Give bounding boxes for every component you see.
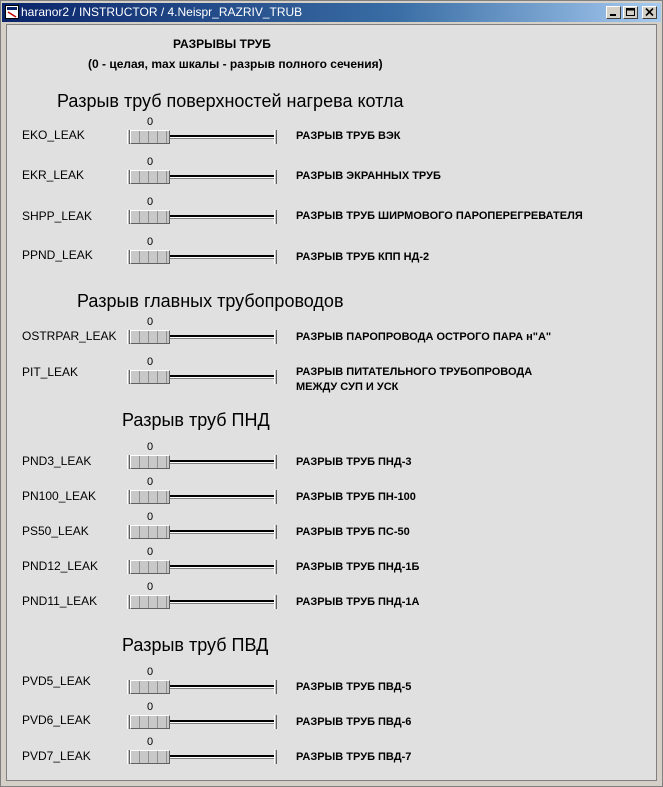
param-description-line: РАЗРЫВ ТРУБ ШИРМОВОГО ПАРОПЕРЕГРЕВАТЕЛЯ bbox=[296, 210, 583, 222]
slider-thumb[interactable] bbox=[130, 490, 170, 504]
param-description-line: РАЗРЫВ ПИТАТЕЛЬНОГО ТРУБОПРОВОДА bbox=[296, 366, 533, 378]
leak-slider[interactable] bbox=[127, 170, 277, 184]
param-value: 0 bbox=[147, 156, 154, 168]
param-name: PVD6_LEAK bbox=[22, 713, 91, 727]
param-description bbox=[296, 750, 411, 765]
param-value: 0 bbox=[147, 476, 154, 488]
slider-thumb[interactable] bbox=[130, 715, 170, 729]
close-button[interactable] bbox=[642, 6, 657, 19]
param-value: 0 bbox=[147, 196, 154, 208]
leak-slider[interactable] bbox=[127, 130, 277, 144]
maximize-icon bbox=[626, 8, 636, 17]
leak-slider[interactable] bbox=[127, 330, 277, 344]
section-title-boiler: Разрыв труб поверхностей нагрева котла bbox=[57, 91, 404, 111]
param-description bbox=[296, 715, 411, 730]
slider-thumb[interactable] bbox=[130, 455, 170, 469]
param-value: 0 bbox=[147, 666, 154, 678]
leak-slider[interactable] bbox=[127, 680, 277, 694]
param-name: PND12_LEAK bbox=[22, 559, 99, 573]
param-value: 0 bbox=[147, 356, 154, 368]
param-description bbox=[296, 250, 429, 265]
section-title-main-pipelines: Разрыв главных трубопроводов bbox=[77, 291, 344, 311]
param-description bbox=[296, 365, 532, 395]
slider-right-cap bbox=[274, 525, 277, 539]
slider-thumb[interactable] bbox=[130, 525, 170, 539]
slider-right-cap bbox=[274, 370, 277, 384]
section-title-pvd: Разрыв труб ПВД bbox=[122, 635, 269, 655]
slider-right-cap bbox=[274, 595, 277, 609]
param-description-line: РАЗРЫВ ПАРОПРОВОДА ОСТРОГО ПАРА н"А" bbox=[296, 331, 552, 343]
slider-thumb[interactable] bbox=[130, 370, 170, 384]
param-value: 0 bbox=[147, 116, 154, 128]
slider-right-cap bbox=[274, 680, 277, 694]
param-name: EKR_LEAK bbox=[22, 168, 85, 182]
slider-thumb[interactable] bbox=[130, 680, 170, 694]
app-window-icon[interactable] bbox=[5, 5, 19, 19]
param-description bbox=[296, 169, 441, 184]
param-description-line: РАЗРЫВ ТРУБ ПНД-3 bbox=[296, 456, 412, 468]
param-value: 0 bbox=[147, 546, 154, 558]
param-description bbox=[296, 129, 401, 144]
param-name: EKO_LEAK bbox=[22, 128, 85, 142]
slider-right-cap bbox=[274, 750, 277, 764]
minimize-icon bbox=[609, 8, 619, 17]
param-value: 0 bbox=[147, 511, 154, 523]
param-name: PN100_LEAK bbox=[22, 489, 97, 503]
param-description-line: РАЗРЫВ ТРУБ ПС-50 bbox=[296, 526, 410, 538]
leak-slider[interactable] bbox=[127, 490, 277, 504]
panel-title: РАЗРЫВЫ ТРУБ bbox=[173, 37, 271, 51]
slider-right-cap bbox=[274, 130, 277, 144]
leak-slider[interactable] bbox=[127, 715, 277, 729]
slider-thumb[interactable] bbox=[130, 595, 170, 609]
param-description-line: РАЗРЫВ ЭКРАННЫХ ТРУБ bbox=[296, 170, 441, 182]
section-title-pnd: Разрыв труб ПНД bbox=[122, 410, 270, 430]
leak-slider[interactable] bbox=[127, 250, 277, 264]
param-description-line2: МЕЖДУ СУП И УСК bbox=[296, 381, 399, 393]
param-name: PPND_LEAK bbox=[22, 248, 93, 262]
param-description bbox=[296, 209, 583, 224]
param-value: 0 bbox=[147, 701, 154, 713]
leak-slider[interactable] bbox=[127, 525, 277, 539]
slider-right-cap bbox=[274, 455, 277, 469]
slider-thumb[interactable] bbox=[130, 170, 170, 184]
leak-slider[interactable] bbox=[127, 750, 277, 764]
param-description bbox=[296, 455, 412, 470]
param-description-line: РАЗРЫВ ТРУБ КПП НД-2 bbox=[296, 251, 430, 263]
slider-thumb[interactable] bbox=[130, 750, 170, 764]
slider-right-cap bbox=[274, 170, 277, 184]
slider-thumb[interactable] bbox=[130, 560, 170, 574]
param-description bbox=[296, 525, 410, 540]
leak-slider[interactable] bbox=[127, 370, 277, 384]
param-value: 0 bbox=[147, 236, 154, 248]
param-name: OSTRPAR_LEAK bbox=[22, 329, 117, 343]
slider-right-cap bbox=[274, 330, 277, 344]
param-description-line: РАЗРЫВ ТРУБ ПН-100 bbox=[296, 491, 416, 503]
slider-thumb[interactable] bbox=[130, 130, 170, 144]
param-value: 0 bbox=[147, 441, 154, 453]
minimize-button[interactable] bbox=[606, 6, 621, 19]
slider-thumb[interactable] bbox=[130, 250, 170, 264]
param-name: PIT_LEAK bbox=[22, 365, 79, 379]
maximize-button[interactable] bbox=[623, 6, 638, 19]
param-description-line: РАЗРЫВ ТРУБ ПВД-6 bbox=[296, 716, 412, 728]
param-description-line: РАЗРЫВ ТРУБ ПВД-5 bbox=[296, 681, 412, 693]
param-description bbox=[296, 490, 416, 505]
leak-slider[interactable] bbox=[127, 595, 277, 609]
param-description-line: РАЗРЫВ ТРУБ ПНД-1Б bbox=[296, 561, 420, 573]
param-name: SHPP_LEAK bbox=[22, 209, 93, 223]
param-description-line: РАЗРЫВ ТРУБ ВЭК bbox=[296, 130, 401, 142]
param-description-line: РАЗРЫВ ТРУБ ПНД-1А bbox=[296, 596, 420, 608]
close-icon bbox=[645, 8, 655, 17]
leak-slider[interactable] bbox=[127, 560, 277, 574]
slider-right-cap bbox=[274, 210, 277, 224]
title-bar[interactable] bbox=[2, 3, 661, 22]
slider-right-cap bbox=[274, 250, 277, 264]
param-name: PVD7_LEAK bbox=[22, 749, 91, 763]
param-value: 0 bbox=[147, 736, 154, 748]
param-description bbox=[296, 330, 551, 345]
param-description bbox=[296, 595, 419, 610]
slider-right-cap bbox=[274, 560, 277, 574]
param-name: PS50_LEAK bbox=[22, 524, 89, 538]
param-description bbox=[296, 560, 419, 575]
param-name: PND11_LEAK bbox=[22, 594, 98, 608]
slider-right-cap bbox=[274, 715, 277, 729]
slider-right-cap bbox=[274, 490, 277, 504]
param-description bbox=[296, 680, 411, 695]
param-value: 0 bbox=[147, 581, 154, 593]
slider-thumb[interactable] bbox=[130, 210, 170, 224]
param-description-line: РАЗРЫВ ТРУБ ПВД-7 bbox=[296, 751, 412, 763]
param-name: PVD5_LEAK bbox=[22, 674, 91, 688]
param-name: PND3_LEAK bbox=[22, 454, 92, 468]
leak-slider[interactable] bbox=[127, 455, 277, 469]
param-value: 0 bbox=[147, 316, 154, 328]
leak-slider[interactable] bbox=[127, 210, 277, 224]
panel-subtitle: (0 - целая, max шкалы - разрыв полного сечения) bbox=[88, 57, 383, 71]
window-title: haranor2 / INSTRUCTOR / 4.Neispr_RAZRIV_TRUB bbox=[21, 5, 303, 19]
slider-thumb[interactable] bbox=[130, 330, 170, 344]
